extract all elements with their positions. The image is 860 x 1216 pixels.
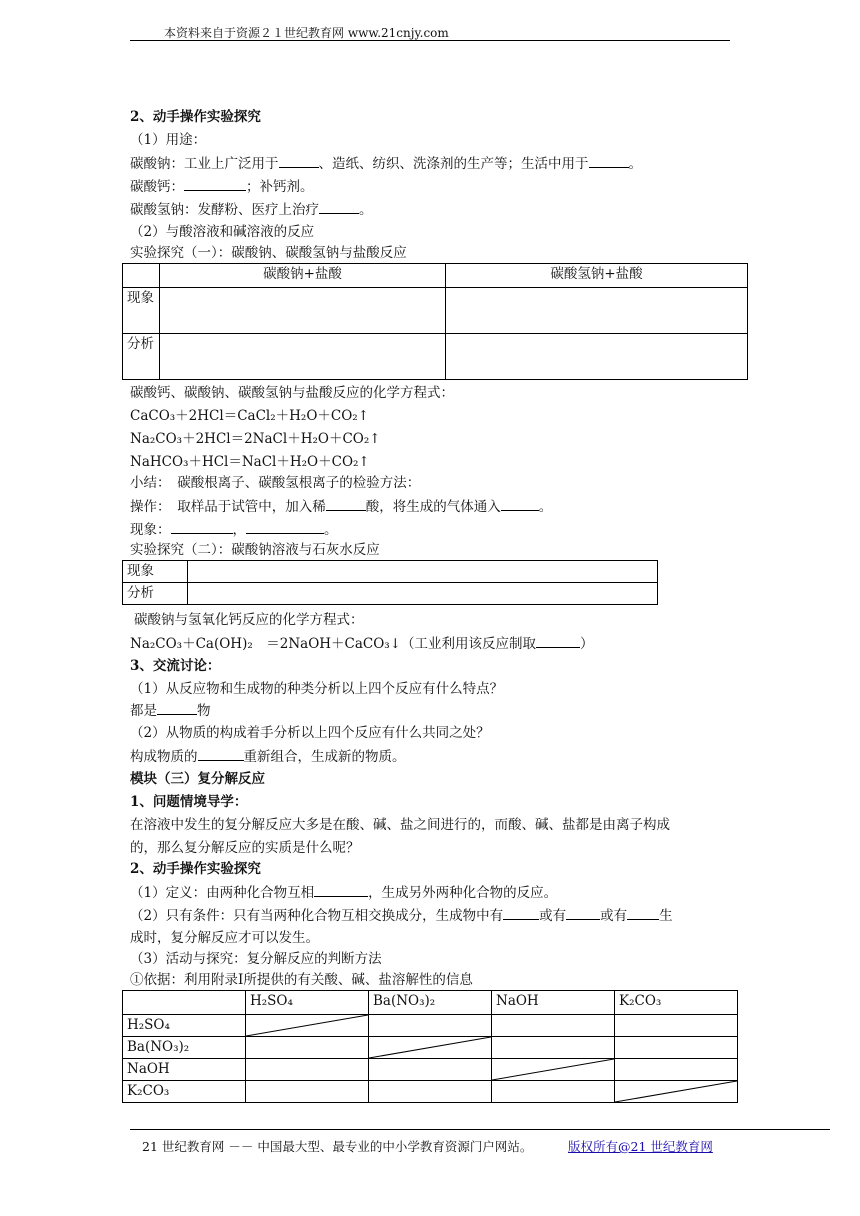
text: 碳酸氢钠：发酵粉、医疗上治疗 [130,202,319,218]
page-header [130,24,730,41]
paragraph: 的，那么复分解反应的实质是什么呢？ [130,840,360,856]
blank [319,199,359,214]
condition [130,905,673,926]
subheading: 2、动手操作实验探究 [130,861,261,877]
answer-cell[interactable] [188,561,658,583]
text: 生 [659,908,673,924]
question-1: （1）从反应物和生成物的种类分析以上四个反应有什么特点？ [130,681,504,697]
text: 或有 [600,908,628,924]
condition-cont: 成时，复分解反应才可以发生。 [130,930,319,946]
text: ， [232,522,246,538]
row-header: H₂SO₄ [123,1015,246,1037]
text: 或有 [539,908,567,924]
footer-divider [130,1129,830,1130]
row-header: 分析 [123,334,160,380]
exp1-title: 实验探究（一）：碳酸钠、碳酸氢钠与盐酸反应 [130,245,407,261]
answer-2 [130,746,406,767]
phenomenon-line [130,519,338,540]
reaction2-intro: 碳酸钠与氢氧化钙反应的化学方程式： [134,612,364,628]
blank [246,519,324,534]
empty-cell [123,264,160,288]
text: 碳酸钠：工业上广泛用于 [130,156,279,172]
col-header: H₂SO₄ [246,991,369,1015]
col-header: K₂CO₃ [615,991,738,1015]
blank [314,882,368,897]
question-2: （2）从物质的构成着手分析以上四个反应有什么共同之处？ [130,725,490,741]
module-heading: 模块（三）复分解反应 [130,771,265,787]
reaction2-equation [130,633,594,654]
text: ；补钙剂。 [246,179,314,195]
header-text: 本资料来自于资源２１世纪教育网 www.21cnjy.com [164,26,449,40]
diagonal-cell [492,1059,615,1081]
basis: ①依据：利用附录Ⅰ所提供的有关酸、碱、盐溶解性的信息 [130,972,473,988]
blank [171,519,233,534]
answer-cell[interactable] [160,334,446,380]
answer-cell[interactable] [615,1059,738,1081]
experiment-table-2 [122,560,658,605]
blank [157,700,197,715]
solubility-table [122,990,738,1103]
equation: Na₂CO₃＋Ca(OH)₂ ＝2NaOH＋CaCO₃↓ [130,636,402,652]
summary-title: 小结： 碳酸根离子、碳酸氢根离子的检验方法： [130,475,421,491]
text: 。 [324,522,338,538]
text: （2）只有条件：只有当两种化合物互相交换成分，生成物中有 [130,908,504,924]
equations-intro: 碳酸钙、碳酸钠、碳酸氢钠与盐酸反应的化学方程式： [130,385,454,401]
text: 。 [359,202,373,218]
col-header: NaOH [492,991,615,1015]
answer-cell[interactable] [492,1015,615,1037]
equation: Na₂CO₃＋2HCl＝2NaCl＋H₂O＋CO₂↑ [130,431,381,447]
text: 、造纸、纺织、洗涤剂的生产等；生活中用于 [318,156,589,172]
text: 酸，将生成的气体通入 [365,499,501,515]
answer-cell[interactable] [369,1059,492,1081]
blank [279,153,319,168]
diagonal-cell [615,1081,738,1103]
row-header: 现象 [123,561,188,583]
answer-cell[interactable] [492,1037,615,1059]
answer-cell[interactable] [246,1059,369,1081]
col-header: 碳酸氢钠+盐酸 [446,264,748,288]
col-header: 碳酸钠+盐酸 [160,264,446,288]
answer-cell[interactable] [188,583,658,605]
row-header: Ba(NO₃)₂ [123,1037,246,1059]
section-heading: 2、动手操作实验探究 [130,109,261,125]
exp2-title: 实验探究（二）：碳酸钠溶液与石灰水反应 [130,542,380,558]
text: （1）定义：由两种化合物互相 [130,885,315,901]
row-header: 现象 [123,288,160,334]
empty-cell [123,991,246,1015]
text: 构成物质的 [130,749,198,765]
activity: （3）活动与探究：复分解反应的判断方法 [130,951,382,967]
text: 碳酸钙： [130,179,184,195]
blank [503,905,539,920]
footer-text: 21 世纪教育网 －－ 中国最大型、最专业的中小学教育资源门户网站。 [142,1139,533,1154]
blank [501,496,539,511]
blank [184,176,246,191]
discussion-heading: 3、交流讨论： [130,658,221,674]
answer-cell[interactable] [615,1015,738,1037]
operation-line [130,496,552,517]
answer-cell[interactable] [446,288,748,334]
react-title: （2）与酸溶液和碱溶液的反应 [130,224,315,240]
paragraph: 在溶液中发生的复分解反应大多是在酸、碱、盐之间进行的，而酸、碱、盐都是由离子构成 [130,817,670,833]
experiment-table-1 [122,263,748,380]
text: 。 [628,156,642,172]
equation: NaHCO₃＋HCl＝NaCl＋H₂O＋CO₂↑ [130,454,370,470]
answer-cell[interactable] [160,288,446,334]
subheading: 1、问题情境导学： [130,794,248,810]
answer-cell[interactable] [246,1081,369,1103]
text: 操作： 取样品于试管中，加入稀 [130,499,326,515]
equation: CaCO₃＋2HCl＝CaCl₂＋H₂O＋CO₂↑ [130,408,370,424]
row-header: NaOH [123,1059,246,1081]
copyright-link[interactable]: 版权所有@21 世纪教育网 [568,1139,713,1154]
definition [130,882,557,903]
answer-cell[interactable] [446,334,748,380]
uses-title: （1）用途： [130,132,207,148]
nahco3-uses [130,199,373,220]
answer-cell[interactable] [369,1081,492,1103]
diagonal-cell [369,1037,492,1059]
text: 重新组合，生成新的物质。 [243,749,406,765]
answer-cell[interactable] [492,1081,615,1103]
text: 。 [538,499,553,515]
col-header: Ba(NO₃)₂ [369,991,492,1015]
answer-1 [130,700,211,721]
row-header: 分析 [123,583,188,605]
answer-cell[interactable] [369,1015,492,1037]
text: ，生成另外两种化合物的反应。 [368,885,558,901]
row-header: K₂CO₃ [123,1081,246,1103]
text: 都是 [130,703,157,719]
text: 物 [197,703,211,719]
blank [536,633,580,648]
na2co3-uses [130,153,642,174]
blank [566,905,600,920]
blank [589,153,629,168]
diagonal-cell [246,1015,369,1037]
text: ） [580,636,594,652]
answer-cell[interactable] [615,1037,738,1059]
blank [627,905,659,920]
answer-cell[interactable] [246,1037,369,1059]
text: 现象： [130,522,171,538]
blank [198,746,244,761]
text: （工业利用该反应制取 [401,636,537,652]
caco3-uses [130,176,314,197]
blank [326,496,366,511]
